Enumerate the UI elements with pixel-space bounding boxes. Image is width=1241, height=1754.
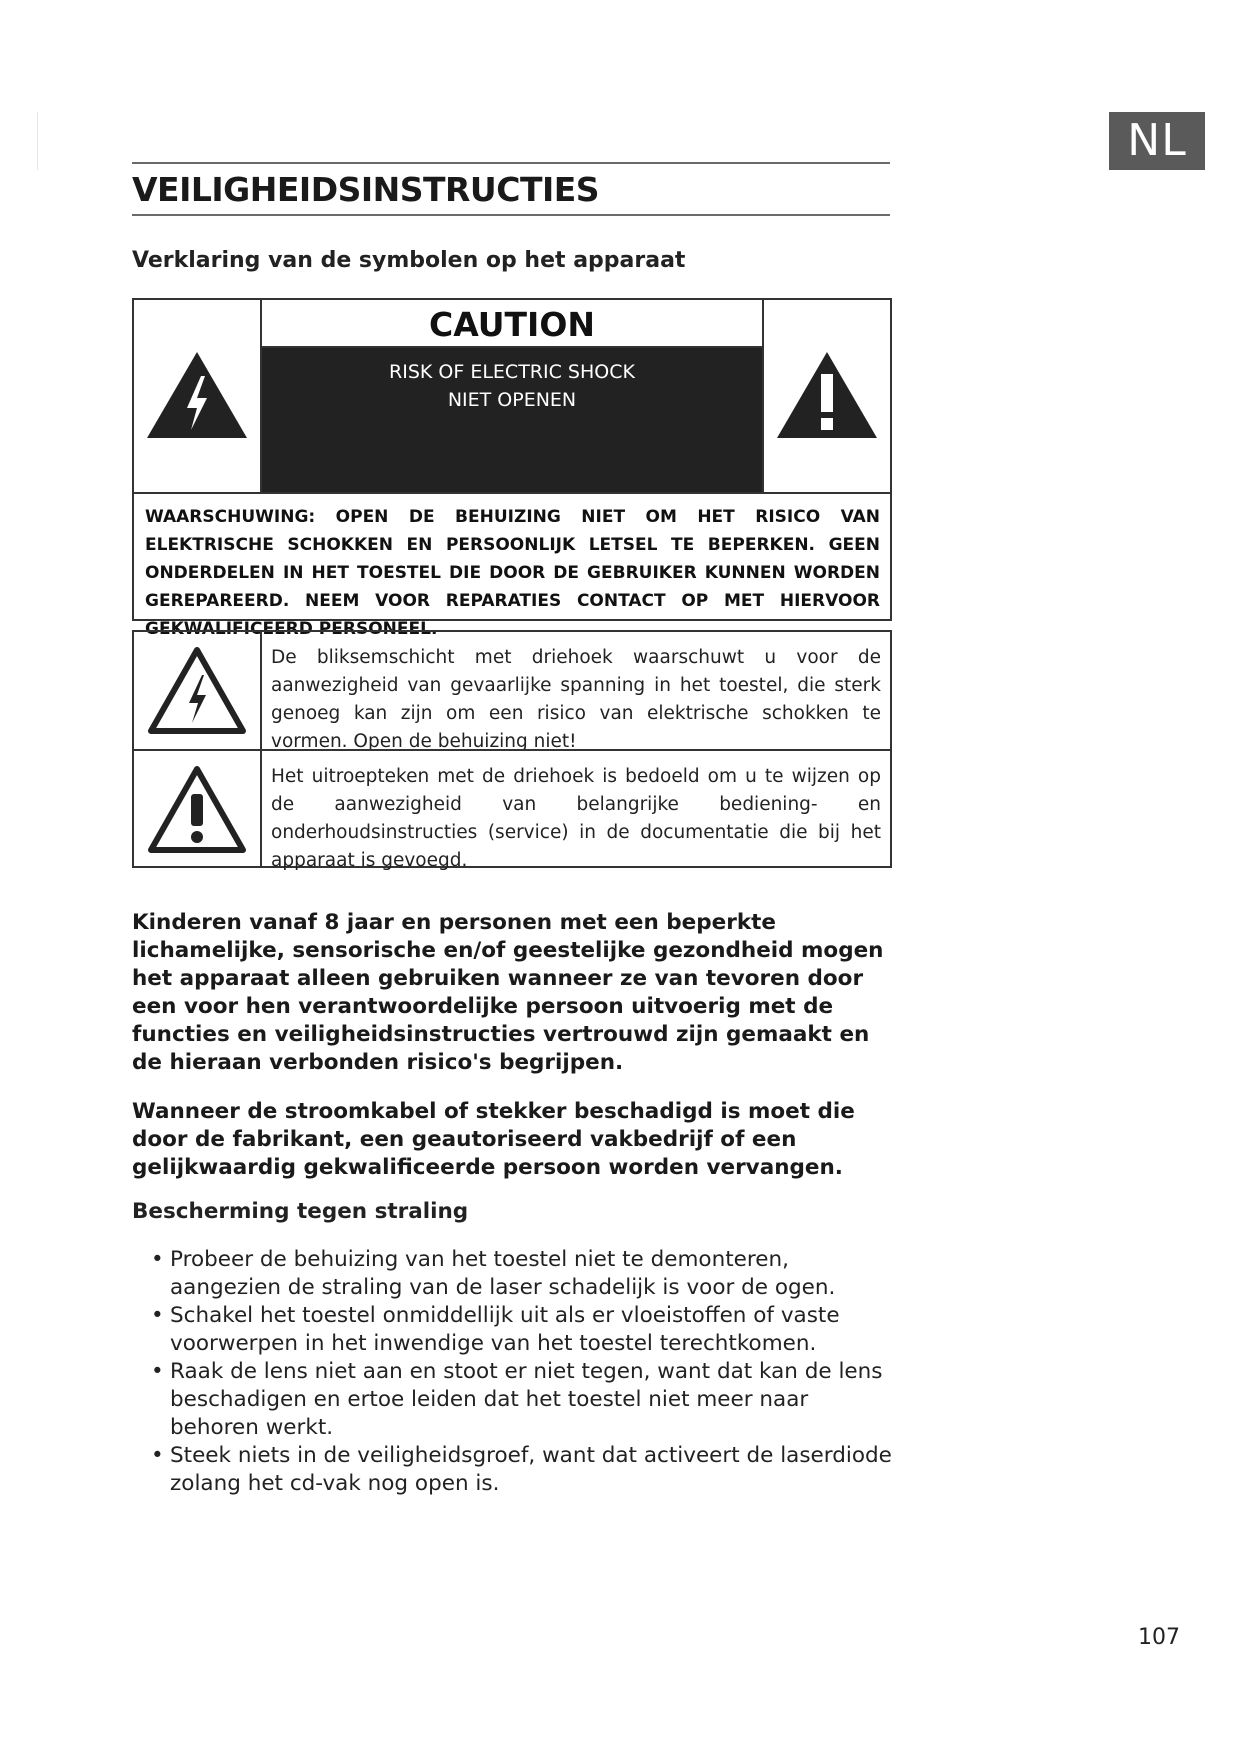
lightning-triangle-outline-icon [145,645,249,737]
exclamation-triangle-outline-icon [145,764,249,856]
bullet-dot: • [151,1247,164,1272]
list-item [132,1358,892,1442]
list-item-text: Probeer de behuizing van het toestel niet te demonteren, aangezien de straling van de laser schadelijk is voor de ogen. [170,1247,836,1300]
symbol-description: De bliksemschicht met driehoek waarschuwt u voor de aanwezigheid van gevaarlijke spanning in het toestel, die sterk genoeg kan zijn om een risico van elektrische schokken te vormen. Open de behuizing niet! [271,647,881,752]
language-tab: NL [1109,112,1205,170]
lightning-triangle-icon [145,350,249,442]
list-item [132,1246,892,1302]
list-item-text: Schakel het toestel onmiddellijk uit als er vloeistoffen of vaste voorwerpen in het inwendige van het toestel terechtkomen. [170,1303,840,1356]
list-item [132,1302,892,1358]
bullet-dot: • [151,1443,164,1468]
caution-center [262,300,762,492]
list-item-text: Steek niets in de veiligheidsgroef, want dat activeert de laserdiode zolang het cd-vak nog open is. [170,1443,892,1496]
symbol-icon-cell [134,632,262,749]
bullet-dot: • [151,1303,164,1328]
symbol-row [134,632,890,752]
title-bottom-rule [132,214,890,216]
radiation-heading: Bescherming tegen straling [132,1199,469,1224]
symbol-row [134,749,890,871]
radiation-bullet-list [132,1246,892,1498]
caution-warning-text: WAARSCHUWING: OPEN DE BEHUIZING NIET OM HET RISICO VAN ELEKTRISCHE SCHOKKEN EN PERSOONLIJK LETSEL TE BEPERKEN. GEEN ONDERDELEN IN HET TOESTEL DIE DOOR DE GEBRUIKER KUNNEN WORDEN GEREPAREERD. NEEM VOOR REPARATIES CONTACT OP MET HIERVOOR GEKWALIFICEERD PERSONEEL. [134,492,890,619]
list-item-text: Raak de lens niet aan en stoot er niet tegen, want dat kan de lens beschadigen en ertoe leiden dat het toestel niet meer naar behoren werkt. [170,1359,883,1440]
caution-right-cell [762,300,890,492]
symbol-icon-cell [134,751,262,868]
bullet-dot: • [151,1359,164,1384]
cable-paragraph: Wanneer de stroomkabel of stekker beschadigd is moet die door de fabrikant, een geautoriseerd vakbedrijf of een gelijkwaardig gekwalificeerde persoon worden vervangen. [132,1099,855,1180]
list-item [132,1442,892,1498]
caution-dark-panel [262,348,762,492]
margin-mark [37,112,38,170]
caution-line-1: RISK OF ELECTRIC SHOCK [389,361,635,383]
symbols-heading: Verklaring van de symbolen op het apparaat [132,248,686,273]
exclamation-triangle-icon [775,350,879,442]
symbol-table [132,630,892,871]
caution-box [132,298,892,639]
caution-caption: CAUTION [262,300,762,348]
caution-left-cell [134,300,262,492]
symbol-description: Het uitroepteken met de driehoek is bedoeld om u te wijzen op de aanwezigheid van belangrijke bediening- en onderhoudsinstructies (service) in de documentatie die bij het apparaat is gevoegd. [271,766,881,871]
title-top-rule [132,162,890,164]
page-title: VEILIGHEIDSINSTRUCTIES [132,170,600,209]
page-number: 107 [1138,1625,1180,1650]
children-paragraph: Kinderen vanaf 8 jaar en personen met een beperkte lichamelijke, sensorische en/of geestelijke gezondheid mogen het apparaat alleen gebruiken wanneer ze van tevoren door een voor hen verantwoordelijke persoon uitvoerig met de functies en veiligheidsinstructies vertrouwd zijn gemaakt en de hieraan verbonden risico's begrijpen. [132,910,884,1075]
caution-line-2: NIET OPENEN [447,389,577,411]
